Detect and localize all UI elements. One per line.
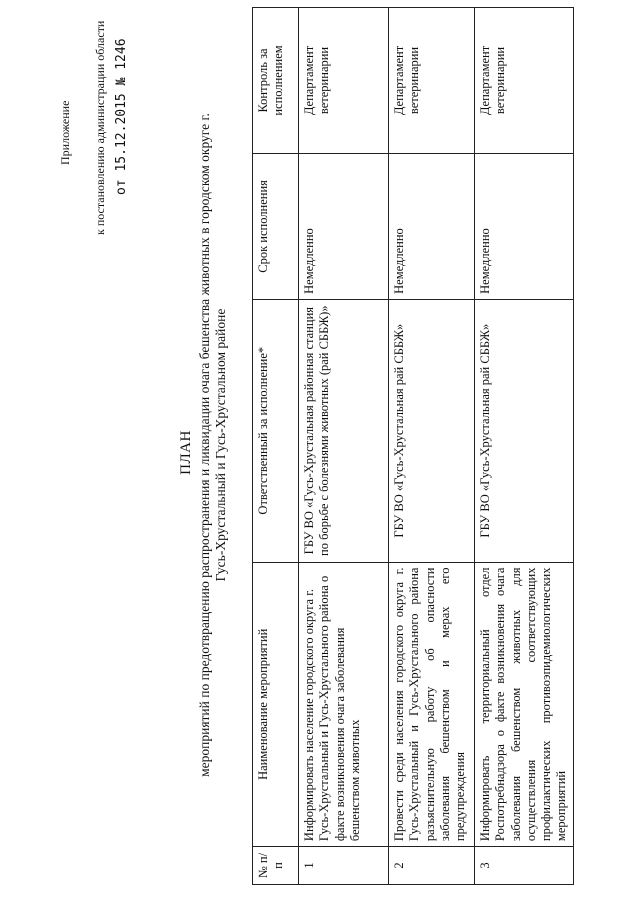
row-responsible: ГБУ ВО «Гусь-Хрустальная районная станция по борьбе с болезнями животных (рай СББЖ)»: [299, 299, 389, 562]
row-name: Провести среди населения городского округа г. Гусь-Хрустальный и Гусь-Хрустального района разъяснительную работу об опасности заболевания бешенством и мерах его предупреждения: [389, 562, 475, 847]
table-row: [299, 8, 389, 885]
row-num: 1: [299, 847, 389, 885]
row-num: 2: [389, 847, 475, 885]
table-row: [475, 8, 574, 885]
row-term: Немедленно: [475, 153, 574, 299]
plan-subtitle: [197, 25, 229, 865]
plan-title: ПЛАН: [178, 430, 194, 475]
row-name: Информировать население городского округа г. Гусь-Хрустальный и Гусь-Хрустального района о факте возникновения очага заболевания бешенством животных: [299, 562, 389, 847]
table-row: [389, 8, 475, 885]
plan-subtitle-line-1: мероприятий по предотвращению распространения и ликвидации очага бешенства животных в городском округе г.: [197, 113, 212, 777]
header-num: № п/п: [253, 847, 299, 885]
plan-subtitle-line-2: Гусь-Хрустальный и Гусь-Хрустальном районе: [213, 308, 229, 582]
header-name: Наименование мероприятий: [253, 562, 299, 847]
row-control: Департамент ветеринарии: [389, 8, 475, 154]
header-responsible: Ответственный за исполнение*: [253, 299, 299, 562]
row-num: 3: [475, 847, 574, 885]
row-responsible: ГБУ ВО «Гусь-Хрустальная рай СББЖ»: [389, 299, 475, 562]
row-control: Департамент ветеринарии: [475, 8, 574, 154]
appendix-block: [58, 15, 130, 235]
table-header-row: [253, 8, 299, 885]
row-term: Немедленно: [299, 153, 389, 299]
appendix-reference: к постановлению администрации области: [93, 20, 107, 235]
plan-table: [252, 7, 574, 885]
row-name: Информировать территориальный отдел Роспотребнадзора о факте возникновения очага заболевания бешенством животных для осуществления соответствующих профилактических противоэпидемиологических мероприятий: [475, 562, 574, 847]
header-term: Срок исполнения: [253, 153, 299, 299]
header-control: Контроль за исполнением: [253, 8, 299, 154]
row-control: Департамент ветеринарии: [299, 8, 389, 154]
appendix-title: Приложение: [58, 100, 72, 165]
appendix-date: от 15.12.2015 № 1246: [114, 38, 129, 195]
row-term: Немедленно: [389, 153, 475, 299]
row-responsible: ГБУ ВО «Гусь-Хрустальная рай СББЖ»: [475, 299, 574, 562]
